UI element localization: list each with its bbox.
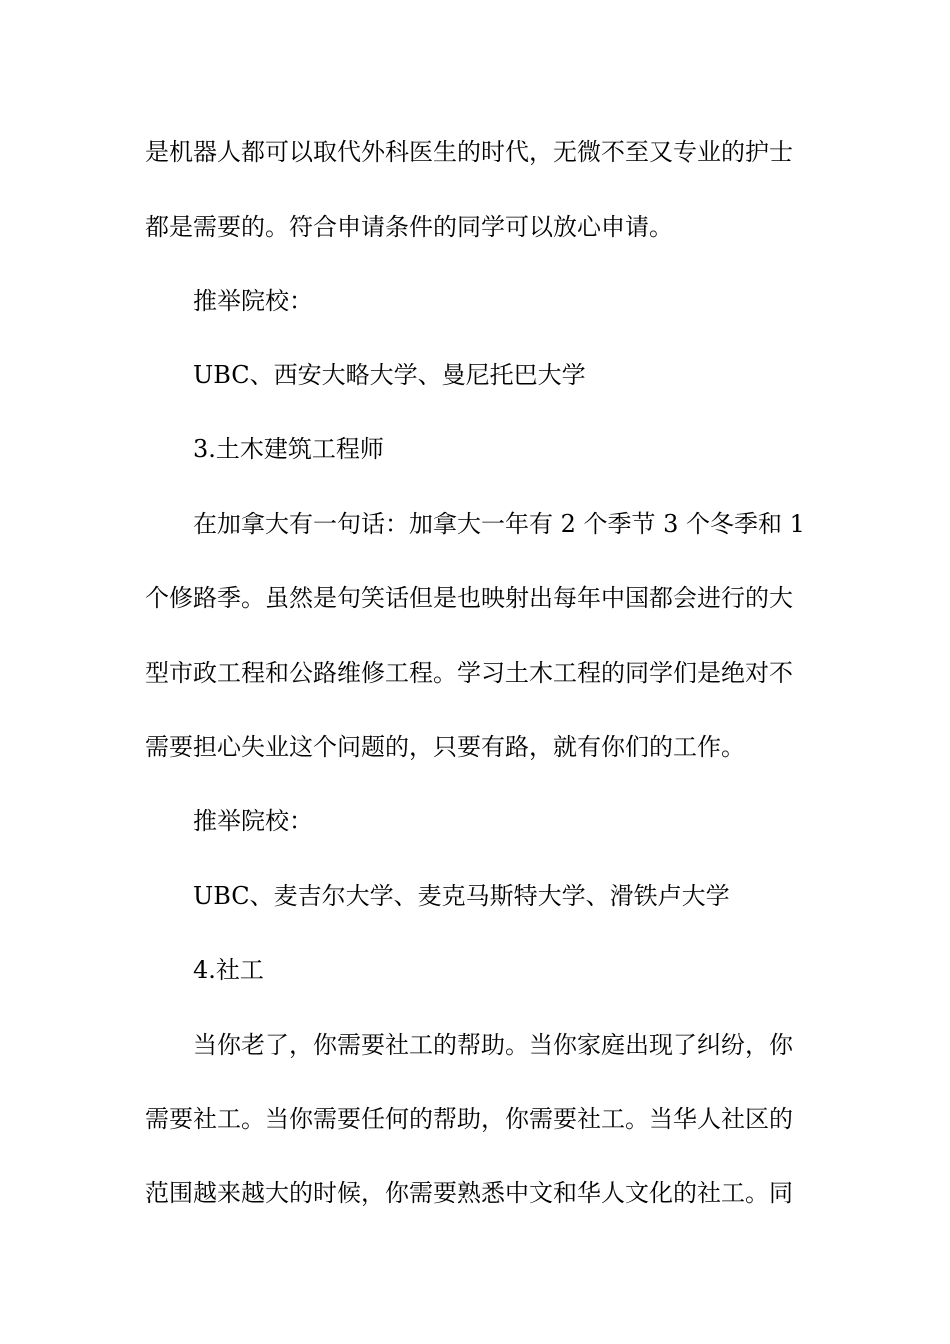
paragraph-line: 范围越来越大的时候，你需要熟悉中文和华人文化的社工。同: [145, 1179, 793, 1207]
section-label-recommended-schools: 推举院校：: [193, 287, 313, 315]
paragraph-line: 需要担心失业这个问题的，只要有路，就有你们的工作。: [145, 733, 745, 761]
paragraph-line: 需要社工。当你需要任何的帮助，你需要社工。当华人社区的: [145, 1105, 793, 1133]
paragraph-line: 型市政工程和公路维修工程。学习土木工程的同学们是绝对不: [145, 659, 793, 687]
section-heading: 4.社工: [193, 956, 264, 984]
paragraph-line: 当你老了，你需要社工的帮助。当你家庭出现了纠纷，你: [193, 1031, 793, 1059]
paragraph-line: 个修路季。虽然是句笑话但是也映射出每年中国都会进行的大: [145, 584, 793, 612]
paragraph-line: 在加拿大有一句话：加拿大一年有 2 个季节 3 个冬季和 1: [193, 510, 805, 538]
school-list: UBC、西安大略大学、曼尼托巴大学: [193, 361, 586, 389]
school-list: UBC、麦吉尔大学、麦克马斯特大学、滑铁卢大学: [193, 882, 730, 910]
paragraph-line: 是机器人都可以取代外科医生的时代，无微不至又专业的护士: [145, 138, 793, 166]
section-heading: 3.土木建筑工程师: [193, 435, 384, 463]
paragraph-line: 都是需要的。符合申请条件的同学可以放心申请。: [145, 213, 673, 241]
section-label-recommended-schools: 推举院校：: [193, 807, 313, 835]
